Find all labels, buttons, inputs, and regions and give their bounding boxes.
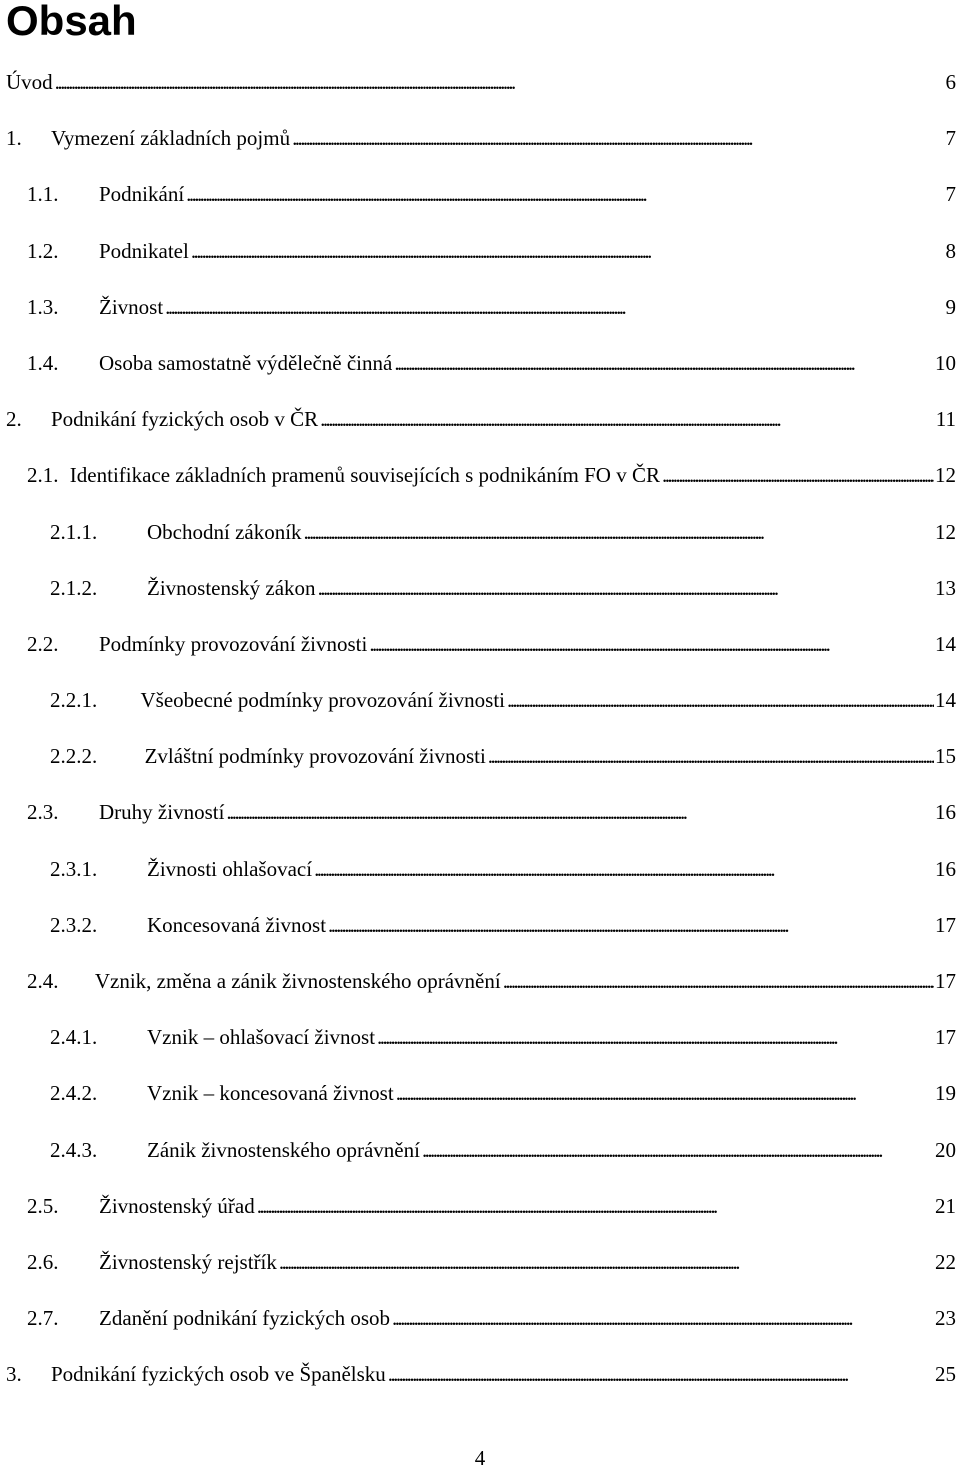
- dot-leader: [377, 1009, 934, 1065]
- dot-leader: [55, 54, 945, 110]
- toc-entry-number: 2.1.1.: [50, 519, 98, 544]
- toc-entry-page: 14: [935, 631, 956, 656]
- toc-entry-row: [27, 223, 956, 279]
- toc-entry-row: [27, 1234, 956, 1290]
- toc-entry-row: [6, 391, 956, 447]
- toc-entry-row: [50, 897, 956, 953]
- dot-leader: [279, 1234, 934, 1290]
- toc-entry-number: 1.: [6, 126, 22, 151]
- toc-entry-title: Podnikání fyzických osob v ČR: [51, 407, 319, 432]
- dot-leader: [662, 447, 934, 503]
- toc-entry[interactable]: [0, 447, 960, 503]
- dot-leader: [369, 616, 934, 672]
- toc-entry-page: 23: [935, 1306, 956, 1331]
- toc-entry-number: 2.2.2.: [50, 744, 98, 769]
- toc-entry[interactable]: [0, 841, 960, 897]
- page-title: Obsah: [6, 0, 137, 44]
- toc-entry[interactable]: [0, 391, 960, 447]
- dot-leader: [320, 391, 935, 447]
- toc-entry-title: Podmínky provozování živnosti: [99, 631, 368, 656]
- toc-entry-row: [27, 1178, 956, 1234]
- toc-entry-page: 7: [945, 182, 956, 207]
- toc-entry-page: 8: [945, 238, 956, 263]
- toc-entry-page: 7: [945, 126, 956, 151]
- toc-entry-title: Úvod: [6, 70, 53, 94]
- toc-entry-row: [50, 1065, 956, 1121]
- toc-entry-number: 2.2.1.: [50, 688, 98, 713]
- toc-entry-page: 20: [935, 1137, 956, 1162]
- toc-entry[interactable]: [0, 1178, 960, 1234]
- toc-entry-page: 16: [935, 856, 956, 881]
- toc-entry-number: 2.1.2.: [50, 575, 98, 600]
- toc-entry-row: [27, 1290, 956, 1346]
- toc-entry-page: 13: [935, 575, 956, 600]
- dot-leader: [396, 1065, 934, 1121]
- dot-leader: [226, 784, 934, 840]
- toc-entry-row: [6, 110, 956, 166]
- dot-leader: [507, 672, 934, 728]
- toc-entry[interactable]: [0, 1009, 960, 1065]
- toc-entry-row: [50, 504, 956, 560]
- toc-entry[interactable]: [0, 1234, 960, 1290]
- toc-entry-number: 2.3.2.: [50, 912, 98, 937]
- toc-entry-title: Živnosti ohlašovací: [147, 856, 313, 881]
- toc-entry-title: Koncesovaná živnost: [147, 912, 327, 937]
- toc-entry-page: 14: [935, 688, 956, 713]
- dot-leader: [392, 1290, 934, 1346]
- toc-entry-title: Živnostenský zákon: [147, 575, 316, 600]
- toc-entry-row: [50, 672, 956, 728]
- toc-entry-title: Zvláštní podmínky provozování živnosti: [144, 744, 486, 769]
- toc-entry-page: 10: [935, 350, 956, 375]
- toc-entry-page: 11: [935, 407, 956, 432]
- toc-entry[interactable]: [0, 279, 960, 335]
- toc-entry-title: Podnikatel: [99, 238, 189, 263]
- toc-entry-number: 1.2.: [27, 238, 59, 263]
- toc-entry-title: Zánik živnostenského oprávnění: [147, 1137, 420, 1162]
- toc-entry-title: Osoba samostatně výdělečně činná: [99, 350, 393, 375]
- toc-entry-page: 12: [935, 519, 956, 544]
- toc-entry-row: [27, 335, 956, 391]
- toc-entry-number: 1.1.: [27, 182, 59, 207]
- dot-leader: [488, 728, 934, 784]
- toc-entry-number: 2.4.: [27, 969, 59, 993]
- toc-entry-title: Vznik – koncesovaná živnost: [147, 1081, 394, 1106]
- toc-entry-title: Druhy živností: [99, 800, 225, 825]
- toc-entry[interactable]: [0, 223, 960, 279]
- toc-entry-number: 2.5.: [27, 1193, 59, 1218]
- toc-entry-title: Živnostenský úřad: [99, 1193, 255, 1218]
- toc-entry-page: 17: [935, 912, 956, 937]
- dot-leader: [191, 223, 945, 279]
- toc-entry-number: 2.7.: [27, 1306, 59, 1331]
- toc-entry-row: [27, 447, 956, 503]
- toc-entry[interactable]: [0, 1122, 960, 1178]
- toc-entry-title: Vznik, změna a zánik živnostenského oprávnění: [94, 969, 501, 993]
- toc-entry-page: 16: [935, 800, 956, 825]
- toc-entry[interactable]: [0, 1290, 960, 1346]
- toc-entry[interactable]: [0, 54, 960, 110]
- toc-entry[interactable]: [0, 1065, 960, 1121]
- toc-entry[interactable]: [0, 1346, 960, 1402]
- toc-entry-title: Živnost: [99, 294, 164, 319]
- toc-entry-title: Zdanění podnikání fyzických osob: [99, 1306, 391, 1331]
- toc-entry-page: 19: [935, 1081, 956, 1106]
- toc-entry-row: [27, 953, 956, 1009]
- toc-entry-page: 12: [935, 463, 956, 488]
- toc-entry-number: 2.4.1.: [50, 1025, 98, 1050]
- toc-entry-row: [6, 54, 956, 110]
- toc-entry[interactable]: [0, 784, 960, 840]
- toc-entry-number: 2.6.: [27, 1249, 59, 1274]
- dot-leader: [257, 1178, 934, 1234]
- toc-entry-title: Všeobecné podmínky provozování živnosti: [140, 688, 506, 713]
- toc-entry-row: [27, 616, 956, 672]
- toc-entry-page: 9: [945, 294, 956, 319]
- dot-leader: [165, 279, 944, 335]
- toc-entry-row: [50, 841, 956, 897]
- toc-entry-title: Vznik – ohlašovací živnost: [147, 1025, 376, 1050]
- toc-entry-row: [50, 560, 956, 616]
- page-number: 4: [474, 1446, 486, 1470]
- dot-leader: [304, 504, 934, 560]
- toc-entry[interactable]: [0, 672, 960, 728]
- toc-entry-page: 17: [935, 1025, 956, 1050]
- toc-entry-page: 6: [945, 70, 956, 94]
- toc-entry[interactable]: [0, 616, 960, 672]
- toc-entry-number: 2.: [6, 407, 22, 432]
- toc-entry-title: Vymezení základních pojmů: [51, 126, 291, 151]
- table-of-contents: [0, 54, 960, 1403]
- dot-leader: [422, 1122, 934, 1178]
- toc-entry[interactable]: [0, 560, 960, 616]
- toc-entry-number: 3.: [6, 1362, 22, 1387]
- toc-entry[interactable]: [0, 504, 960, 560]
- toc-entry-number: 1.4.: [27, 350, 59, 375]
- toc-entry-page: 15: [935, 744, 956, 769]
- toc-entry-title: Podnikání: [99, 182, 185, 207]
- toc-entry[interactable]: [0, 335, 960, 391]
- toc-entry-number: 2.1.: [27, 463, 59, 488]
- toc-entry[interactable]: [0, 897, 960, 953]
- toc-entry-row: [50, 728, 956, 784]
- toc-entry-number: 1.3.: [27, 294, 59, 319]
- toc-entry-number: 2.4.3.: [50, 1137, 98, 1162]
- toc-entry-number: 2.3.: [27, 800, 59, 825]
- toc-entry[interactable]: [0, 110, 960, 166]
- toc-entry-row: [27, 166, 956, 222]
- toc-entry-row: [50, 1009, 956, 1065]
- toc-entry-title: Živnostenský rejstřík: [99, 1249, 277, 1274]
- dot-leader: [292, 110, 944, 166]
- toc-entry-number: 2.4.2.: [50, 1081, 98, 1106]
- dot-leader: [328, 897, 934, 953]
- dot-leader: [318, 560, 934, 616]
- toc-entry-title: Identifikace základních pramenů souvisejících s podnikáním FO v ČR: [69, 463, 660, 488]
- dot-leader: [394, 335, 934, 391]
- dot-leader: [503, 953, 934, 1009]
- toc-entry-row: [27, 784, 956, 840]
- toc-entry-row: [6, 1346, 956, 1402]
- dot-leader: [186, 166, 944, 222]
- toc-entry-page: 21: [935, 1193, 956, 1218]
- dot-leader: [388, 1346, 934, 1402]
- dot-leader: [314, 841, 934, 897]
- toc-entry[interactable]: [0, 953, 960, 1009]
- toc-entry-title: Podnikání fyzických osob ve Španělsku: [51, 1362, 386, 1387]
- toc-entry[interactable]: [0, 166, 960, 222]
- toc-entry-title: Obchodní zákoník: [147, 519, 302, 544]
- toc-entry-page: 22: [935, 1249, 956, 1274]
- toc-entry-page: 17: [935, 969, 956, 993]
- toc-entry-number: 2.3.1.: [50, 856, 98, 881]
- toc-entry-row: [50, 1122, 956, 1178]
- toc-entry-number: 2.2.: [27, 631, 59, 656]
- toc-entry[interactable]: [0, 728, 960, 784]
- toc-entry-row: [27, 279, 956, 335]
- toc-entry-page: 25: [935, 1362, 956, 1387]
